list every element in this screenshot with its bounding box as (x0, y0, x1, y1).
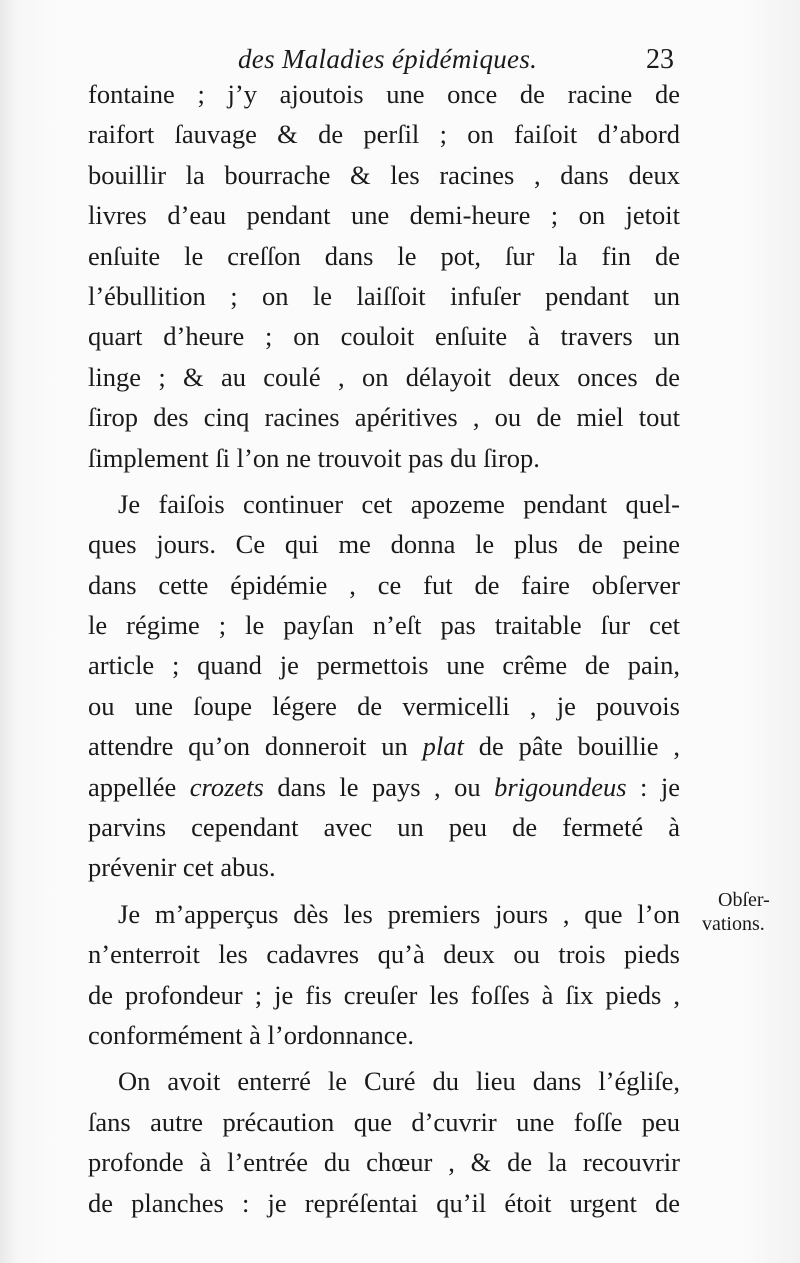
text-line: l’ébullition ; on le laiſſoit infuſer pendant un (88, 280, 680, 311)
paragraph-4 (88, 1061, 680, 1223)
margin-note (700, 888, 790, 936)
text-line: ques jours. Ce qui me donna le plus de peine (88, 529, 680, 560)
italic-term: crozets (189, 771, 264, 802)
margin-note-line: Obſer- (718, 889, 770, 911)
page-number: 23 (646, 44, 674, 75)
text-line: quart d’heure ; on couloit enſuite à travers un (88, 321, 680, 352)
body-text (88, 74, 680, 1223)
text-segment: appellée (88, 771, 190, 802)
text-line: livres d’eau pendant une demi-heure ; on jetoit (88, 200, 680, 231)
text-line: conformément à l’ordonnance. (88, 1019, 414, 1050)
text-segment: de pâte bouillie , (463, 731, 680, 762)
text-segment: attendre qu’on donneroit un (88, 731, 423, 762)
text-line: dans cette épidémie , ce fut de faire obſerver (88, 569, 680, 600)
text-line: enſuite le creſſon dans le pot, ſur la fin de (88, 240, 680, 271)
text-segment: dans le pays , ou (263, 771, 495, 802)
italic-term: brigoundeus (494, 771, 627, 802)
text-line: de planches : je repréſentai qu’il étoit urgent de (88, 1187, 680, 1218)
text-line: raifort ſauvage & de perſil ; on faiſoit d’abord (88, 119, 680, 150)
text-line: bouillir la bourrache & les racines , dans deux (88, 159, 680, 190)
text-line: ſans autre précaution que d’cuvrir une foſſe peu (88, 1106, 680, 1137)
text-line: ſimplement ſi l’on ne trouvoit pas du ſirop. (88, 442, 540, 473)
text-line: n’enterroit les cadavres qu’à deux ou trois pieds (88, 939, 680, 970)
text-line: le régime ; le payſan n’eſt pas traitable ſur cet (88, 610, 680, 641)
paragraph-3 (88, 894, 680, 1056)
text-line: profonde à l’entrée du chœur , & de la recouvrir (88, 1147, 680, 1178)
text-line: article ; quand je permettois une crême de pain, (88, 650, 680, 681)
text-segment: : je (626, 771, 680, 802)
text-line: ſirop des cinq racines apéritives , ou de miel tout (88, 402, 680, 433)
text-line: parvins cependant avec un peu de fermeté à (88, 812, 680, 843)
running-head: des Maladies épidémiques. (238, 44, 538, 74)
text-line-with-italic (88, 767, 680, 807)
text-line: Je faiſois continuer cet apozeme pendant quel- (118, 488, 680, 519)
text-line: prévenir cet abus. (88, 852, 276, 883)
text-line-with-italic (88, 726, 680, 766)
paragraph-2 (88, 484, 680, 888)
margin-note-line: vations. (702, 913, 765, 935)
text-line: ou une ſoupe légere de vermicelli , je pouvois (88, 690, 680, 721)
text-line: Je m’apperçus dès les premiers jours , que l’on (118, 898, 680, 929)
text-line: fontaine ; j’y ajoutois une once de racine de (88, 79, 680, 109)
text-line: linge ; & au coulé , on délayoit deux onces de (88, 361, 680, 392)
paragraph-1 (88, 74, 680, 478)
text-line: de profondeur ; je fis creuſer les foſſes à ſix pieds , (88, 979, 680, 1010)
italic-term: plat (422, 731, 464, 762)
text-line: On avoit enterré le Curé du lieu dans l’égliſe, (118, 1066, 680, 1097)
